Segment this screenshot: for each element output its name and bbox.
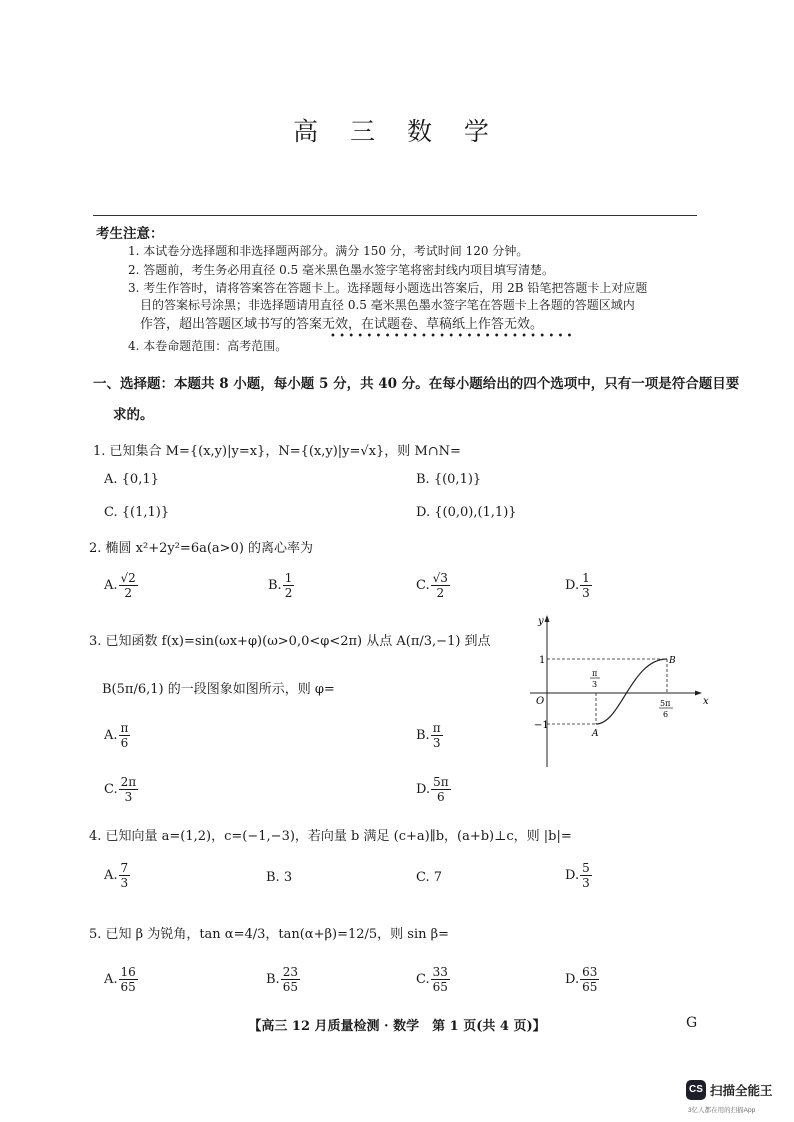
notice-item: 4. 本卷命题范围：高考范围。 (128, 339, 288, 353)
x-tick-2-den: 6 (663, 710, 669, 719)
q5-option-a: A. $\frac{16}{65}$ (104, 965, 136, 994)
y-axis-label: y (538, 616, 544, 627)
notice-item: 2. 答题前，考生务必用直径 0.5 毫米黑色墨水签字笔将密封线内项目填写清楚。 (128, 263, 554, 277)
watermark-subtitle: 3亿人都在用的扫描App (688, 1107, 756, 1114)
sine-curve-main (596, 659, 667, 724)
function-graph (520, 612, 710, 772)
q3-option-a: A. $\frac{\pi}{6}$ (104, 721, 129, 750)
q5-option-d: D. $\frac{63}{65}$ (565, 965, 598, 994)
q4-option-b: B. 3 (266, 870, 293, 885)
y-tick-1: 1 (539, 655, 546, 666)
x-tick-1-num: π (592, 669, 598, 678)
q2-option-c: C. $\frac{√3}{2}$ (416, 571, 448, 600)
q1-option-d: D. {(0,0),(1,1)} (416, 505, 517, 520)
q2-option-a: A. $\frac{√2}{2}$ (104, 571, 136, 600)
q2-option-d: D. $\frac{1}{3}$ (565, 571, 590, 600)
notice-item: 目的答案标号涂黑；非选择题请用直径 0.5 毫米黑色墨水签字笔在答题卡上各题的答题区域内 (140, 298, 635, 312)
page-title: 高 三 数 学 (293, 117, 501, 146)
q3-option-d: D. $\frac{5\pi}{6}$ (416, 775, 449, 804)
q4-option-d: D. $\frac{5}{3}$ (565, 861, 590, 890)
page-footer: 【高三 12 月质量检测 · 数学 第 1 页(共 4 页)】 (248, 1019, 546, 1034)
divider (93, 215, 697, 216)
question-5: 5. 已知 β 为锐角，tan α=4/3，tan(α+β)=12/5，则 sin β= (89, 927, 450, 942)
question-4: 4. 已知向量 a=(1,2)，c=(−1,−3)，若向量 b 满足 (c+a)∥b，(a+b)⊥c，则 |b|= (89, 829, 572, 844)
notice-item: 3. 考生作答时，请将答案答在答题卡上。选择题每小题选出答案后，用 2B 铅笔把答题卡上对应题 (128, 281, 648, 295)
q4-option-a: A. $\frac{7}{3}$ (104, 861, 129, 890)
q1-option-a: A. {0,1} (104, 472, 159, 487)
q3-option-b: B. $\frac{\pi}{3}$ (416, 721, 441, 750)
origin-label: O (536, 696, 545, 707)
q5-option-b: B. $\frac{23}{65}$ (266, 965, 298, 994)
q5-option-c: C. $\frac{33}{65}$ (416, 965, 448, 994)
emphasis-dots: ••••••••••••••••••••••••••• (330, 331, 576, 342)
cs-logo-icon: CS (686, 1080, 706, 1100)
x-axis-label: x (703, 696, 709, 707)
question-3-line1: 3. 已知函数 f(x)=sin(ωx+φ)(ω>0,0<φ<2π) 从点 A(π/3,−1) 到点 (89, 634, 491, 649)
y-tick-neg1: −1 (534, 720, 549, 731)
question-2: 2. 椭圆 x²+2y²=6a(a>0) 的离心率为 (89, 541, 314, 556)
x-tick-1-den: 3 (592, 680, 598, 689)
q1-option-c: C. {(1,1)} (104, 505, 170, 520)
x-tick-2-num: 5π (660, 699, 671, 708)
q2-option-b: B. $\frac{1}{2}$ (268, 571, 293, 600)
version-code: G (686, 1015, 698, 1031)
q1-option-b: B. {(0,1)} (416, 472, 482, 487)
question-3-line2: B(5π/6,1) 的一段图象如图所示，则 φ= (102, 682, 335, 697)
question-1: 1. 已知集合 M={(x,y)|y=x}，N={(x,y)|y=√x}，则 M∩N= (93, 444, 461, 459)
q4-option-c: C. 7 (416, 870, 443, 885)
notice-heading: 考生注意： (96, 226, 164, 242)
q3-option-c: C. $\frac{2\pi}{3}$ (104, 775, 137, 804)
notice-item: 1. 本试卷分选择题和非选择题两部分。满分 150 分，考试时间 120 分钟。 (128, 244, 529, 258)
section-heading: 一、选择题：本题共 8 小题，每小题 5 分，共 40 分。在每小题给出的四个选项中，只有一项是符合题目要 (93, 376, 740, 392)
y-axis-arrow-icon (545, 615, 550, 622)
point-a-label: A (592, 729, 599, 739)
point-b-label: B (669, 656, 676, 666)
section-heading-cont: 求的。 (113, 407, 154, 423)
watermark-title: 扫描全能王 (710, 1084, 773, 1098)
x-axis-arrow-icon (695, 691, 702, 696)
notice-item: 作答，超出答题区域书写的答案无效，在试题卷、草稿纸上作答无效。 (140, 317, 544, 332)
